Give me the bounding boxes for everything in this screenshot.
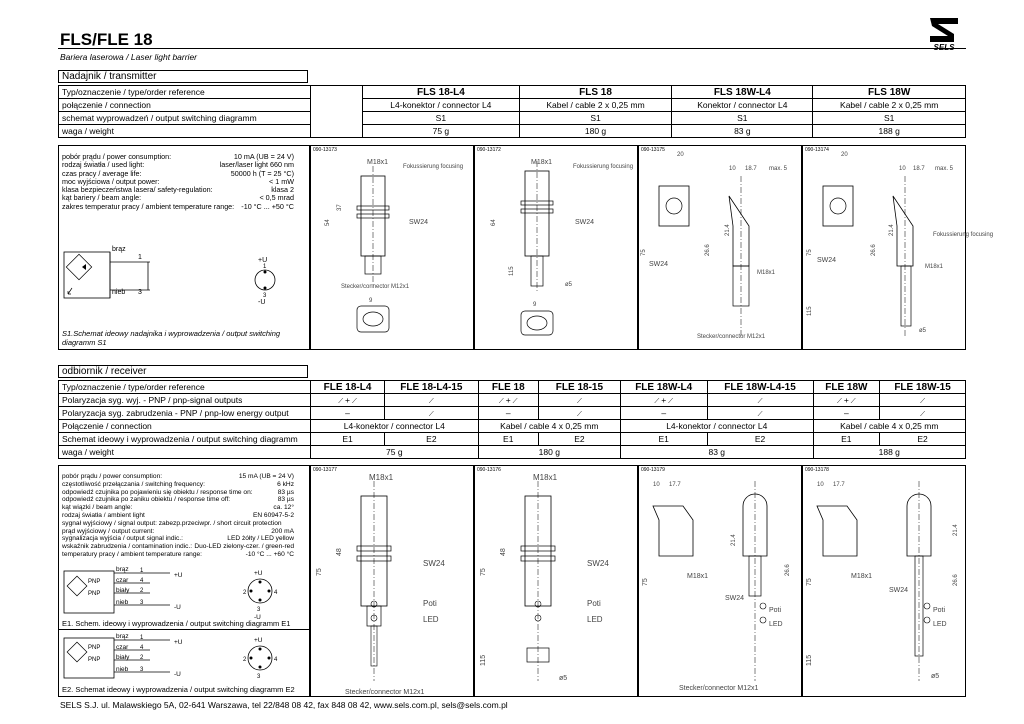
- svg-text:4: 4: [140, 645, 144, 651]
- weight-cell: 75 g: [311, 446, 479, 459]
- svg-text:M18x1: M18x1: [687, 573, 709, 580]
- svg-text:26.6: 26.6: [953, 574, 959, 586]
- table-row: [59, 407, 966, 420]
- param-row: odpowiedź czujnika po zaniku obiektu / response time off: 83 µs: [62, 496, 294, 504]
- svg-text:3: 3: [140, 600, 144, 606]
- svg-text:54: 54: [325, 219, 331, 226]
- schematic-label: Schemat ideowy i wyprowadzenia / output switching diagramm: [59, 433, 311, 446]
- svg-text:-U: -U: [254, 614, 261, 621]
- svg-text:37: 37: [337, 204, 343, 211]
- drawing-fls18: 090-13172 M18x1 Fokussierung focusing SW24 ø5 9 64 115: [474, 145, 638, 350]
- transmitter-params: [62, 153, 294, 211]
- param-row: częstotliwość przełączania / switching frequency: 6 kHz: [62, 480, 294, 488]
- wire-brown: brąz: [112, 246, 126, 253]
- svg-text:brąz: brąz: [116, 566, 129, 573]
- receiver-section-title: odbiornik / receiver: [58, 365, 308, 378]
- type-cell: FLE 18-15: [538, 381, 620, 394]
- sch-cell: S1: [519, 112, 672, 125]
- param-row: pobór prądu / power consumption: 10 mA (UB = 24 V): [62, 152, 294, 161]
- sch-cell: E1: [813, 433, 880, 446]
- table-row: [59, 381, 966, 394]
- svg-text:75: 75: [642, 578, 649, 586]
- type-cell: FLE 18: [478, 381, 538, 394]
- svg-text:Stecker/connector M12x1: Stecker/connector M12x1: [697, 334, 766, 340]
- svg-text:3: 3: [263, 293, 267, 299]
- caption-e1: E1. Schem. ideowy i wyprowadzenia / output switching diagramm E1: [62, 619, 291, 628]
- sch-cell: S1: [363, 112, 520, 125]
- receiver-wiring-e2: [60, 632, 308, 684]
- pnp-low-cell: ⟋: [880, 407, 966, 420]
- conn-cell: L4-konektor / connector L4: [311, 420, 479, 433]
- e1-e2-divider: [58, 629, 310, 630]
- pnp-low-cell: –: [813, 407, 880, 420]
- param-row: kąt bariery / beam angle: < 0,5 mrad: [62, 193, 294, 203]
- transmitter-wiring-diagram: [60, 240, 308, 330]
- svg-text:+U: +U: [174, 572, 183, 579]
- svg-text:26.6: 26.6: [785, 564, 791, 576]
- pnp-symbol: ⟋ + ⟋: [813, 394, 880, 407]
- supply-minus: -U: [258, 299, 266, 306]
- svg-text:SW24: SW24: [725, 595, 745, 602]
- drawing-fle18w-l4: 090-13179 10 17.7 M18x1 SW24 Poti LED Stecker/connector M12x1 21.4 26.6 75: [638, 465, 802, 697]
- svg-text:Poti: Poti: [423, 599, 437, 608]
- svg-text:1: 1: [140, 635, 144, 641]
- type-cell: FLE 18-L4-15: [385, 381, 479, 394]
- conn-cell: L4-konektor / connector L4: [363, 99, 520, 112]
- weight-label: waga / weight: [59, 125, 311, 138]
- svg-text:26.6: 26.6: [705, 244, 711, 256]
- svg-text:PNP: PNP: [88, 579, 101, 585]
- svg-text:21.4: 21.4: [953, 524, 959, 536]
- svg-text:4: 4: [274, 590, 278, 596]
- receiver-params: [62, 473, 294, 559]
- svg-text:Stecker/connector M12x1: Stecker/connector M12x1: [341, 284, 410, 290]
- receiver-wiring-e1: [60, 563, 308, 623]
- svg-text:9: 9: [369, 298, 373, 304]
- table-row: [59, 446, 966, 459]
- svg-text:115: 115: [806, 654, 813, 666]
- svg-text:115: 115: [807, 306, 813, 316]
- pin-1: 1: [138, 254, 142, 261]
- svg-text:21.4: 21.4: [731, 534, 737, 546]
- conn-cell: Kabel / cable 4 x 0,25 mm: [813, 420, 965, 433]
- svg-text:SW24: SW24: [649, 261, 669, 268]
- param-row: czas pracy / average life: 50000 h (T = 25 °C): [62, 168, 294, 178]
- weight-cell: 83 g: [620, 446, 813, 459]
- svg-text:3: 3: [140, 667, 144, 673]
- type-cell: FLE 18W-L4-15: [707, 381, 813, 394]
- drawing-fls18-l4: 090-13173 M18x1 Fokussierung focusing SW24 Stecker/connector M12x1 9 54 37: [310, 145, 474, 350]
- conn-cell: Kabel / cable 2 x 0,25 mm: [519, 99, 672, 112]
- svg-text:10: 10: [899, 166, 906, 172]
- weight-cell: 75 g: [363, 125, 520, 138]
- pnp-symbol: ⟋ + ⟋: [311, 394, 385, 407]
- type-label: Typ/oznaczenie / type/order reference: [59, 381, 311, 394]
- svg-text:ø5: ø5: [919, 328, 927, 334]
- schematic-label: schemat wyprowadzeń / output switching diagramm: [59, 112, 311, 125]
- sch-cell: E1: [620, 433, 707, 446]
- svg-text:Poti: Poti: [769, 607, 782, 614]
- sch-cell: S1: [672, 112, 813, 125]
- conn-cell: Kabel / cable 4 x 0,25 mm: [478, 420, 620, 433]
- sch-cell: E2: [880, 433, 966, 446]
- drawing-fle18: 090-13176 M18x1 SW24 Poti LED ø5 48 75 115: [474, 465, 638, 697]
- param-row: zakres temperatur pracy / ambient temperature range: -10 °C ... +50 °C: [62, 201, 294, 211]
- svg-text:Fokussierung focusing: Fokussierung focusing: [403, 164, 464, 170]
- svg-text:M18x1: M18x1: [851, 573, 873, 580]
- svg-text:3: 3: [257, 607, 261, 613]
- table-row: [59, 86, 966, 99]
- weight-cell: 83 g: [672, 125, 813, 138]
- transmitter-table: [58, 85, 966, 138]
- drawing-fls18w-l4: 090-13175 20 10 18.7 max. 5 SW24 M18x1 Stecker/connector M12x1 21.4 26.6 75: [638, 145, 802, 350]
- pnp-low-cell: –: [478, 407, 538, 420]
- svg-text:czar: czar: [116, 577, 129, 584]
- connection-label: Połączenie / connection: [59, 420, 311, 433]
- drawing-fle18-l4: 090-13177 M18x1 SW24 Poti LED Stecker/connector M12x1 48 75: [310, 465, 474, 697]
- pnp-symbol: ⟋: [707, 394, 813, 407]
- type-cell: FLS 18W-L4: [672, 86, 813, 99]
- sch-cell: E1: [478, 433, 538, 446]
- svg-text:SW24: SW24: [423, 559, 445, 568]
- sch-cell: E2: [385, 433, 479, 446]
- svg-text:PNP: PNP: [88, 591, 101, 597]
- svg-text:biały: biały: [116, 654, 130, 661]
- type-cell: FLS 18: [519, 86, 672, 99]
- svg-text:-U: -U: [174, 671, 181, 678]
- svg-text:3: 3: [257, 674, 261, 680]
- conn-cell: Konektor / connector L4: [672, 99, 813, 112]
- svg-text:18.7: 18.7: [913, 166, 925, 172]
- svg-text:20: 20: [841, 152, 848, 158]
- svg-text:75: 75: [807, 249, 813, 256]
- svg-text:-U: -U: [174, 604, 181, 611]
- drawing-fls18w: 090-13174 20 10 18.7 max. 5 Fokussierung focusing SW24 M18x1 ø5 21.4 26.6 75 115: [802, 145, 966, 350]
- svg-text:10: 10: [653, 482, 660, 488]
- svg-text:48: 48: [500, 548, 507, 556]
- svg-text:10: 10: [817, 482, 824, 488]
- svg-text:115: 115: [480, 654, 487, 666]
- svg-text:Poti: Poti: [587, 599, 601, 608]
- svg-text:SW24: SW24: [575, 219, 595, 226]
- svg-text:ø5: ø5: [565, 282, 573, 288]
- svg-text:18.7: 18.7: [745, 166, 757, 172]
- weight-label: waga / weight: [59, 446, 311, 459]
- weight-cell: 180 g: [478, 446, 620, 459]
- table-row: [59, 112, 966, 125]
- svg-text:Stecker/connector M12x1: Stecker/connector M12x1: [679, 685, 759, 692]
- svg-text:LED: LED: [933, 621, 947, 628]
- svg-text:max. 5: max. 5: [935, 166, 954, 172]
- svg-text:M18x1: M18x1: [925, 264, 944, 270]
- svg-text:M18x1: M18x1: [531, 159, 553, 166]
- drawing-fle18w: 090-13178 10 17.7 M18x1 SW24 Poti LED ø5 21.4 26.6 75 115: [802, 465, 966, 697]
- svg-text:1: 1: [263, 264, 267, 270]
- param-row: sygnalizacja wyjścia / output signal indic.: LED żółty / LED yellow: [62, 535, 294, 543]
- svg-text:20: 20: [677, 152, 684, 158]
- svg-text:brąz: brąz: [116, 633, 129, 640]
- weight-cell: 180 g: [519, 125, 672, 138]
- svg-text:75: 75: [480, 568, 487, 576]
- param-row: klasa bezpieczeństwa lasera/ safety-regulation: klasa 2: [62, 185, 294, 195]
- receiver-table: [58, 380, 966, 459]
- header-divider: [58, 48, 966, 49]
- page-title: FLS/FLE 18: [60, 30, 153, 49]
- pin-3: 3: [138, 289, 142, 296]
- svg-text:Fokussierung focusing: Fokussierung focusing: [933, 232, 994, 238]
- svg-text:2: 2: [140, 588, 144, 594]
- table-row: [59, 99, 966, 112]
- pnp-low-cell: ⟋: [385, 407, 479, 420]
- param-row: rodzaj światła / ambient light EN 60947-5-2: [62, 511, 294, 519]
- svg-text:SW24: SW24: [889, 587, 909, 594]
- transmitter-section-title: Nadajnik / transmitter: [58, 70, 308, 83]
- svg-text:M18x1: M18x1: [369, 473, 394, 482]
- transmitter-caption: S1.Schemat ideowy nadajnika i wyprowadzenia / output switching diagramm S1: [62, 329, 281, 347]
- sels-logo: [924, 16, 964, 52]
- svg-text:75: 75: [641, 249, 647, 256]
- svg-text:SW24: SW24: [409, 219, 429, 226]
- svg-text:nieb: nieb: [116, 599, 129, 606]
- svg-text:4: 4: [140, 578, 144, 584]
- svg-text:+U: +U: [174, 639, 183, 646]
- footer-contact: SELS S.J. ul. Malawskiego 5A, 02-641 Warszawa, tel 22/848 08 42, fax 848 08 42, www.sels.com.pl, sels@sels.com.pl: [60, 700, 508, 710]
- svg-text:M18x1: M18x1: [533, 473, 558, 482]
- svg-text:nieb: nieb: [116, 666, 129, 673]
- svg-text:17.7: 17.7: [669, 482, 681, 488]
- svg-text:Stecker/connector M12x1: Stecker/connector M12x1: [345, 689, 425, 696]
- svg-text:21.4: 21.4: [889, 224, 895, 236]
- pnp-low-cell: ⟋: [538, 407, 620, 420]
- svg-text:21.4: 21.4: [725, 224, 731, 236]
- svg-text:SW24: SW24: [587, 559, 609, 568]
- svg-text:ø5: ø5: [559, 675, 568, 682]
- sch-cell: E1: [311, 433, 385, 446]
- svg-text:10: 10: [729, 166, 736, 172]
- conn-cell: L4-konektor / connector L4: [620, 420, 813, 433]
- table-row: [59, 420, 966, 433]
- svg-text:M18x1: M18x1: [757, 270, 776, 276]
- connection-label: połączenie / connection: [59, 99, 311, 112]
- type-cell: FLE 18W-L4: [620, 381, 707, 394]
- pnp-low-cell: ⟋: [707, 407, 813, 420]
- page-subtitle: Bariera laserowa / Laser light barrier: [60, 52, 198, 62]
- table-row: [59, 125, 966, 138]
- svg-text:2: 2: [140, 655, 144, 661]
- svg-text:2: 2: [243, 657, 247, 663]
- svg-text:LED: LED: [423, 615, 439, 624]
- param-row: wskaźnik zabrudzenia / contamination indic.: Duo-LED zielony-czer. / green-red: [62, 543, 294, 551]
- pnp-symbol: ⟋: [385, 394, 479, 407]
- wire-blue: nieb: [112, 289, 126, 296]
- type-cell: FLE 18-L4: [311, 381, 385, 394]
- svg-text:ø5: ø5: [931, 673, 940, 680]
- svg-text:M18x1: M18x1: [367, 159, 389, 166]
- svg-text:1: 1: [140, 568, 144, 574]
- svg-text:4: 4: [274, 657, 278, 663]
- svg-text:75: 75: [316, 568, 323, 576]
- param-row: rodzaj światła / used light: laser/laser light 660 nm: [62, 160, 294, 170]
- type-cell: FLS 18W: [813, 86, 966, 99]
- type-cell: FLE 18W: [813, 381, 880, 394]
- svg-text:64: 64: [491, 219, 497, 226]
- table-row: [59, 433, 966, 446]
- pnp-symbol: ⟋ + ⟋: [620, 394, 707, 407]
- pnp-symbol: ⟋: [538, 394, 620, 407]
- pnp-low-cell: –: [311, 407, 385, 420]
- param-row: temperatury pracy / ambient temperature range: -10 °C ... +60 °C: [62, 550, 294, 558]
- param-row: odpowiedź czujnika po pojawieniu się obiektu / response time on: 83 µs: [62, 488, 294, 496]
- param-row: sygnał wyjściowy / signal output: zabezp.przeciwpr. / short circuit protection: [62, 519, 282, 527]
- svg-text:czar: czar: [116, 644, 129, 651]
- svg-text:Fokussierung focusing: Fokussierung focusing: [573, 164, 634, 170]
- svg-text:+U: +U: [254, 570, 263, 577]
- sch-cell: E2: [538, 433, 620, 446]
- pnp-symbol: ⟋ + ⟋: [478, 394, 538, 407]
- svg-text:PNP: PNP: [88, 657, 101, 663]
- type-cell: FLE 18W-15: [880, 381, 966, 394]
- svg-text:biały: biały: [116, 587, 130, 594]
- svg-text:LED: LED: [587, 615, 603, 624]
- weight-cell: 188 g: [813, 446, 965, 459]
- param-row: prąd wyjściowy / output current: 200 mA: [62, 527, 294, 535]
- pnp-low-cell: –: [620, 407, 707, 420]
- svg-text:SW24: SW24: [817, 257, 837, 264]
- weight-cell: 188 g: [813, 125, 966, 138]
- conn-cell: Kabel / cable 2 x 0,25 mm: [813, 99, 966, 112]
- sch-cell: S1: [813, 112, 966, 125]
- caption-e2: E2. Schemat ideowy i wyprowadzenia / output switching diagramm E2: [62, 685, 295, 694]
- svg-text:2: 2: [243, 590, 247, 596]
- svg-text:115: 115: [509, 266, 515, 276]
- type-label: Typ/oznaczenie / type/order reference: [59, 86, 311, 99]
- param-row: moc wyjściowa / output power: < 1 mW: [62, 176, 294, 186]
- logo-text: SELS: [933, 43, 955, 52]
- svg-text:17.7: 17.7: [833, 482, 845, 488]
- svg-text:9: 9: [533, 302, 537, 308]
- sch-cell: E2: [707, 433, 813, 446]
- svg-text:LED: LED: [769, 621, 783, 628]
- svg-text:75: 75: [806, 578, 813, 586]
- supply-plus: +U: [258, 257, 268, 264]
- pnp-label: Polaryzacja syg. wyj. - PNP / pnp-signal outputs: [59, 394, 311, 407]
- pnp-low-label: Polaryzacja syg. zabrudzenia - PNP / pnp-low energy output: [59, 407, 311, 420]
- svg-text:48: 48: [336, 548, 343, 556]
- pnp-symbol: ⟋: [880, 394, 966, 407]
- svg-text:max. 5: max. 5: [769, 166, 788, 172]
- svg-text:PNP: PNP: [88, 645, 101, 651]
- svg-text:26.6: 26.6: [871, 244, 877, 256]
- param-row: kąt wiązki / beam angle: ca. 12°: [62, 504, 294, 512]
- table-row: [59, 394, 966, 407]
- param-row: pobór prądu / power consumption: 15 mA (UB = 24 V): [62, 473, 294, 480]
- svg-text:+U: +U: [254, 637, 263, 644]
- svg-text:Poti: Poti: [933, 607, 946, 614]
- type-cell: FLS 18-L4: [363, 86, 520, 99]
